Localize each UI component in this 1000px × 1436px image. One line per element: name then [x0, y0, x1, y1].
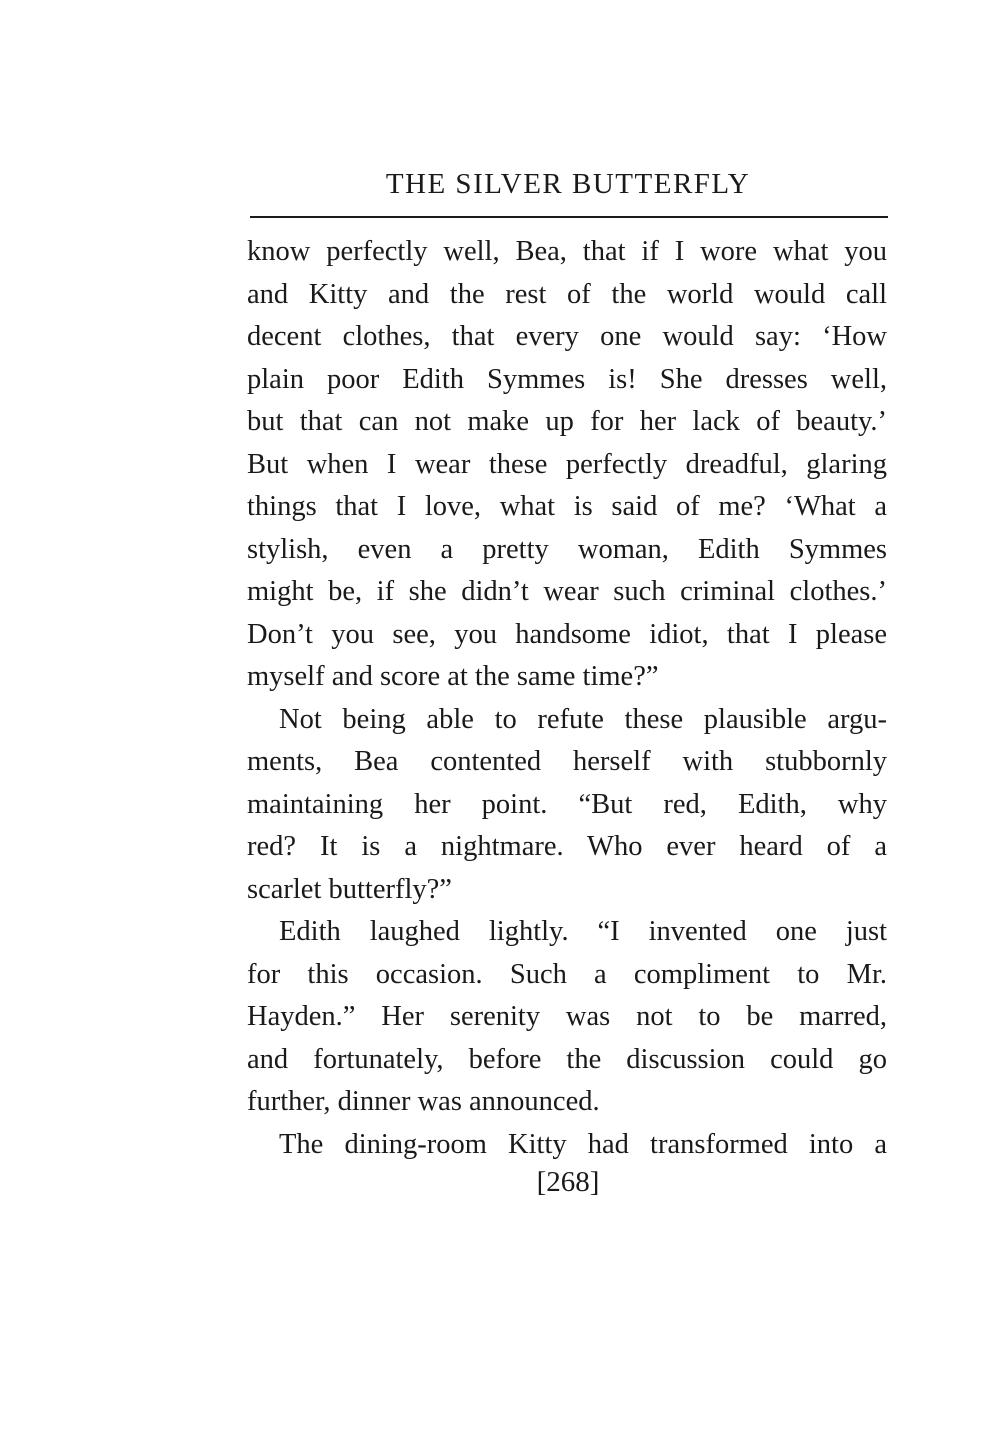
text-line: further, dinner was announced.	[247, 1086, 600, 1117]
text-line: for this occasion. Such a compliment to Mr.	[247, 958, 887, 990]
text-line: Hayden.” Her serenity was not to be marred,	[247, 1001, 887, 1032]
paragraph-first-line: Not being able to refute these plausible argu-	[279, 703, 887, 735]
text-line: maintaining her point. “But red, Edith, why	[247, 788, 887, 820]
text-line: But when I wear these perfectly dreadful, glaring	[247, 448, 887, 480]
text-line: know perfectly well, Bea, that if I wore what you	[247, 236, 887, 267]
text-line: decent clothes, that every one would say: ‘How	[247, 321, 887, 352]
text-line: things that I love, what is said of me? ‘What a	[247, 491, 887, 522]
text-line: scarlet butterfly?”	[247, 873, 452, 905]
paragraph-first-line: The dining-room Kitty had transformed into a	[279, 1128, 887, 1160]
page-body	[247, 231, 887, 1166]
text-line: stylish, even a pretty woman, Edith Symmes	[247, 533, 887, 565]
text-line: might be, if she didn’t wear such criminal clothes.’	[247, 576, 887, 607]
text-line: and fortunately, before the discussion could go	[247, 1043, 887, 1075]
header-rule	[250, 216, 888, 218]
text-line: Don’t you see, you handsome idiot, that I please	[247, 618, 887, 650]
text-line: ments, Bea contented herself with stubbornly	[247, 746, 887, 777]
text-line: plain poor Edith Symmes is! She dresses well,	[247, 363, 887, 395]
text-line: but that can not make up for her lack of beauty.’	[247, 406, 887, 437]
running-header: THE SILVER BUTTERFLY	[385, 168, 751, 200]
paragraph-first-line: Edith laughed lightly. “I invented one just	[279, 916, 887, 947]
text-line: myself and score at the same time?”	[247, 661, 659, 692]
text-line: red? It is a nightmare. Who ever heard of a	[247, 831, 887, 862]
page-number: [268]	[536, 1166, 600, 1198]
text-line: and Kitty and the rest of the world would call	[247, 278, 887, 310]
